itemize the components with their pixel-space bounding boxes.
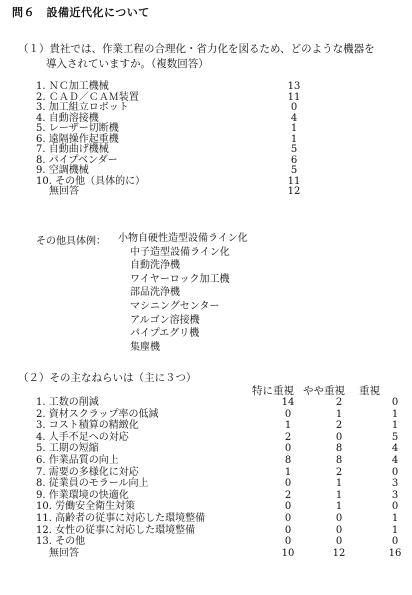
equipment-count: 4 (290, 112, 298, 124)
aim-count: 0 (284, 478, 292, 490)
equipment-count: 13 (287, 81, 301, 92)
aim-count: 1 (284, 466, 292, 478)
aim-count: 0 (391, 501, 399, 513)
aim-count: 3 (391, 478, 399, 490)
header-somewhat-important: やや重視 (303, 385, 345, 397)
aim-count: 2 (335, 397, 343, 408)
aim-count: 0 (391, 397, 399, 408)
aim-count: 1 (284, 420, 292, 432)
other-examples-heading: その他具体例： (36, 236, 106, 247)
other-example-item: 中子造型設備ライン化 (130, 246, 230, 258)
aim-count: 0 (391, 466, 399, 478)
aim-label: 7. 需要の多様化に対応 (36, 466, 139, 478)
aim-count: 3 (391, 489, 399, 501)
equipment-label: 7. 自動曲げ機械 (36, 144, 109, 155)
aim-count: 1 (335, 408, 343, 420)
header-very-important: 特に重視 (252, 385, 294, 397)
aim-count: 0 (391, 536, 399, 548)
aim-count: 0 (284, 408, 292, 420)
aim-count: 1 (391, 420, 399, 432)
aim-label: 4. 人手不足への対応 (36, 431, 129, 443)
aim-count: 2 (284, 489, 292, 501)
other-example-item: 自動洗浄機 (130, 260, 180, 272)
aim-count: 1 (391, 524, 399, 536)
other-example-item: マシニングセンター (130, 300, 220, 312)
other-example-item: アルゴン溶接機 (130, 314, 200, 326)
equipment-count: 11 (287, 175, 301, 187)
aim-label: 11. 高齢者の従事に対応した環境整備 (36, 512, 206, 524)
equipment-count: 0 (290, 102, 298, 113)
aim-count: 14 (281, 397, 295, 408)
equipment-label: 6. 遠隔操作起重機 (36, 133, 119, 145)
equipment-count: 1 (290, 123, 298, 134)
equipment-count: 6 (290, 154, 298, 166)
question-1-text (18, 42, 375, 72)
aim-count: 1 (391, 512, 399, 524)
aim-label: 12. 女性の従事に対応した環境整備 (36, 524, 196, 536)
equipment-count: 1 (290, 133, 298, 145)
equipment-count: 5 (290, 165, 298, 176)
equipment-label: 1. ＮＣ加工機械 (36, 81, 109, 92)
question-1-line-1: （１）貴社では、作業工程の合理化・省力化を図るため、どのような機器を (18, 43, 375, 55)
question-1-line-2: 導入されていますか。（複数回答） (46, 58, 209, 70)
aim-count: 0 (284, 443, 292, 455)
aim-count: 1 (335, 501, 343, 513)
aim-count: 2 (284, 431, 292, 443)
aim-count: 1 (335, 478, 343, 490)
equipment-label: 9. 空調機械 (36, 165, 89, 176)
aim-label: 13. その他 (36, 536, 86, 548)
aim-count: 0 (284, 501, 292, 513)
aim-label: 10. 労働安全衛生対策 (36, 501, 136, 513)
aim-count: 0 (335, 536, 343, 548)
aim-count: 0 (335, 512, 343, 524)
other-example-item: 部品洗浄機 (130, 287, 180, 299)
aim-count: 8 (335, 454, 343, 466)
aim-count: 8 (284, 454, 292, 466)
equipment-count: 5 (290, 144, 298, 155)
other-example-item: パイプエグリ機 (130, 328, 200, 340)
question-title: 問６ 設備近代化について (12, 6, 150, 19)
other-examples-list (118, 232, 248, 354)
equipment-label: 8. パイプベンダー (36, 154, 118, 166)
aim-count: 5 (391, 431, 399, 443)
aim-label: 1. 工数の削減 (36, 397, 99, 408)
aim-count: 8 (335, 443, 343, 455)
aim-count: 4 (391, 443, 399, 455)
equipment-count: 11 (287, 91, 301, 103)
aim-count: 1 (335, 489, 343, 501)
aim-count: 10 (281, 547, 295, 559)
equipment-count: 12 (287, 186, 301, 197)
aim-count: 0 (284, 536, 292, 548)
aim-label: 8. 従業員のモラール向上 (36, 478, 149, 490)
question-2-text: （２）その主なねらいは（主に３つ） (18, 372, 197, 384)
aim-count: 0 (335, 524, 343, 536)
equipment-label: 無回答 (49, 186, 79, 197)
equipment-label: 10. その他（具体的に） (36, 175, 146, 187)
equipment-label: 5. レーザー切断機 (36, 123, 119, 134)
aim-label: 2. 資材スクラップ率の低減 (36, 408, 159, 420)
aim-label: 無回答 (49, 547, 79, 559)
aim-count: 1 (391, 408, 399, 420)
aim-count: 2 (335, 466, 343, 478)
equipment-label: 2. ＣＡＤ／ＣＡＭ装置 (36, 91, 139, 103)
aim-count: 16 (388, 547, 402, 559)
aim-label: 5. 工期の短縮 (36, 443, 99, 455)
aim-count: 0 (284, 512, 292, 524)
aim-count: 2 (335, 420, 343, 432)
header-important: 重視 (359, 385, 380, 397)
aim-count: 0 (335, 431, 343, 443)
aim-label: 6. 作業品質の向上 (36, 454, 119, 466)
aim-label: 9. 作業環境の快適化 (36, 489, 129, 501)
equipment-label: 4. 自動溶接機 (36, 112, 99, 124)
other-example-item: 集塵機 (130, 341, 160, 353)
aim-count: 0 (284, 524, 292, 536)
aim-label: 3. コスト積算の精緻化 (36, 420, 139, 432)
aim-count: 4 (391, 454, 399, 466)
aim-count: 12 (332, 547, 346, 559)
equipment-label: 3. 加工組立ロボット (36, 102, 129, 113)
other-example-item: 小物自硬性造型設備ライン化 (118, 233, 248, 244)
other-example-item: ワイヤーロック加工機 (130, 273, 230, 285)
